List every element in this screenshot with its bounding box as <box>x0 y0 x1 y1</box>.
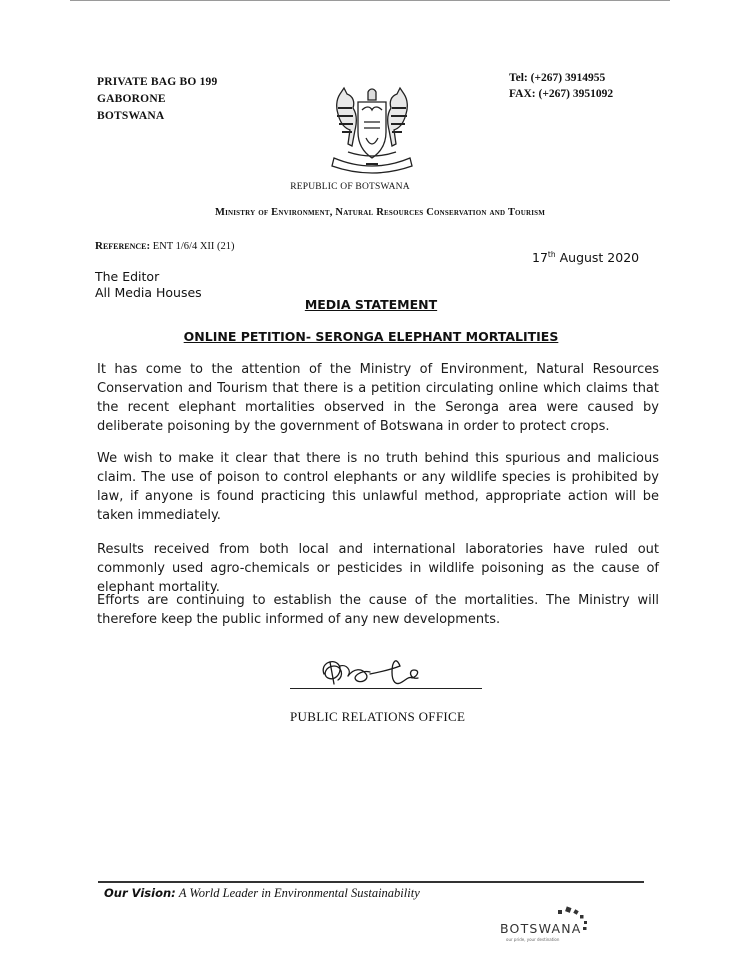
coat-of-arms-icon <box>318 84 426 180</box>
body-paragraph: We wish to make it clear that there is no truth behind this spurious and malicious claim. The use of poison to control elephants or any wildlife species is prohibited by law, if anyone is found practicing this unlawful method, appropriate action will be taken immediately. <box>97 451 659 523</box>
top-edge-rule <box>70 0 670 1</box>
date-suffix: th <box>547 250 556 259</box>
recipient-line: All Media Houses <box>95 284 202 300</box>
vision-text: A World Leader in Environmental Sustainability <box>178 886 420 900</box>
recipient-line: The Editor <box>95 269 160 284</box>
logo-wordmark: BOTSWANA <box>500 921 582 936</box>
botswana-brand-logo-icon <box>498 904 614 944</box>
address-line: PRIVATE BAG BO 199 <box>97 76 218 88</box>
reference-label: Reference: <box>95 240 151 252</box>
footer-rule <box>98 881 644 883</box>
telephone: Tel: (+267) 3914955 <box>509 72 606 84</box>
statement-title: MEDIA STATEMENT <box>304 297 438 312</box>
postal-address <box>97 74 217 125</box>
recipient-block <box>95 269 202 300</box>
address-line: GABORONE <box>97 93 166 105</box>
date-day: 17 <box>532 250 548 266</box>
contact-block <box>509 70 613 102</box>
body-paragraph: Results received from both local and international laboratories have ruled out commonly used agro-chemicals or pesticides in wildlife poisoning as the cause of elephant mortality. <box>97 542 659 595</box>
reference-value: ENT 1/6/4 XII (21) <box>152 241 235 252</box>
signature-line <box>290 688 482 689</box>
letter-date <box>532 250 639 265</box>
vision-label: Our Vision: <box>104 886 176 900</box>
handwritten-signature <box>300 652 490 692</box>
signatory-name: PUBLIC RELATIONS OFFICE <box>290 709 466 724</box>
statement-subtitle: ONLINE PETITION- SERONGA ELEPHANT MORTALITIES <box>183 329 559 344</box>
address-line: BOTSWANA <box>97 110 165 122</box>
ministry-name: Ministry of Environment, Natural Resources Conservation and Tourism <box>214 207 546 218</box>
body-paragraph: Efforts are continuing to establish the cause of the mortalities. The Ministry will therefore keep the public informed of any new developments. <box>97 593 659 627</box>
crest-caption: REPUBLIC OF BOTSWANA <box>290 182 410 192</box>
fax: FAX: (+267) 3951092 <box>509 88 614 100</box>
reference-line <box>95 240 235 252</box>
vision-statement <box>104 886 420 901</box>
date-month-year: August 2020 <box>559 250 640 266</box>
body-paragraph: It has come to the attention of the Ministry of Environment, Natural Resources Conservation and Tourism that there is a petition circulating online which claims that the recent elephant mortalities observed in the Seronga area were caused by deliberate poisoning by the government of Botswana in order to protect crops. <box>97 362 659 434</box>
logo-tagline: our pride, your destination <box>506 937 560 942</box>
